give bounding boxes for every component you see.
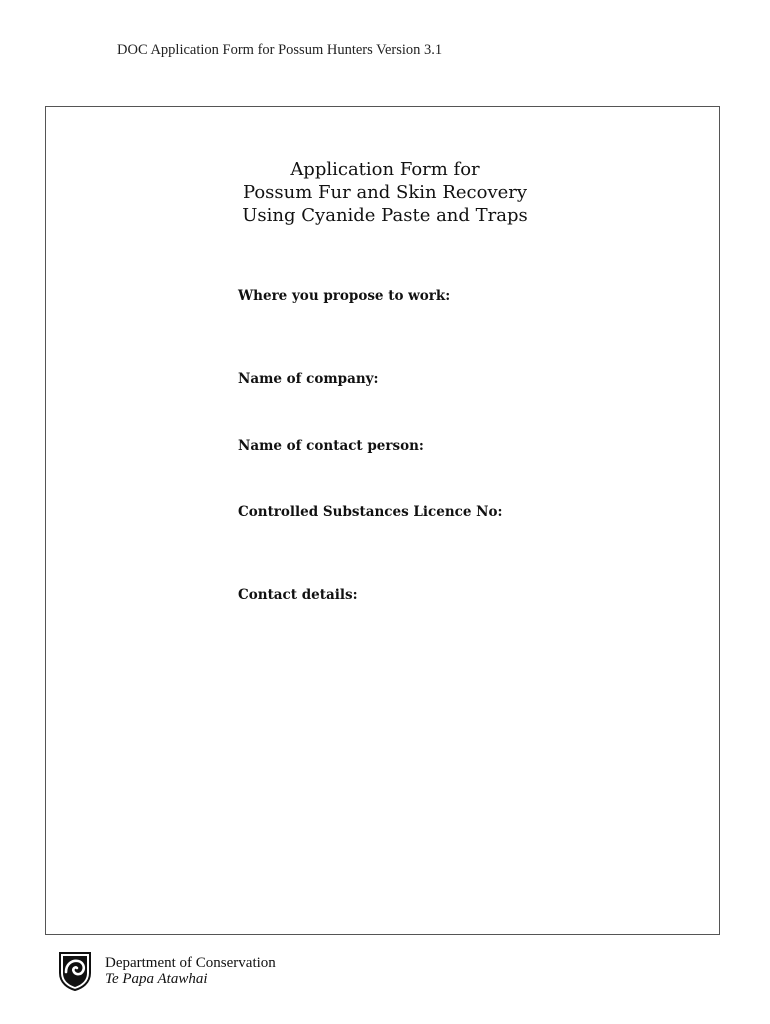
licence-number-label: Controlled Substances Licence No: [238,504,503,520]
running-header: DOC Application Form for Possum Hunters Version 3.1 [117,42,443,58]
doc-koru-logo-icon [58,951,92,991]
form-title-line-3: Using Cyanide Paste and Traps [242,205,528,226]
form-frame [45,106,720,935]
company-name-label: Name of company: [238,371,379,387]
form-title-line-1: Application Form for [290,159,480,180]
footer [58,950,276,992]
contact-person-label: Name of contact person: [238,438,424,454]
footer-organisation-name: Department of Conservation [105,955,276,971]
footer-maori-name: Te Papa Atawhai [105,971,208,987]
form-title [0,158,770,227]
work-location-label: Where you propose to work: [238,288,451,304]
form-title-line-2: Possum Fur and Skin Recovery [242,182,528,203]
contact-details-label: Contact details: [238,587,358,603]
